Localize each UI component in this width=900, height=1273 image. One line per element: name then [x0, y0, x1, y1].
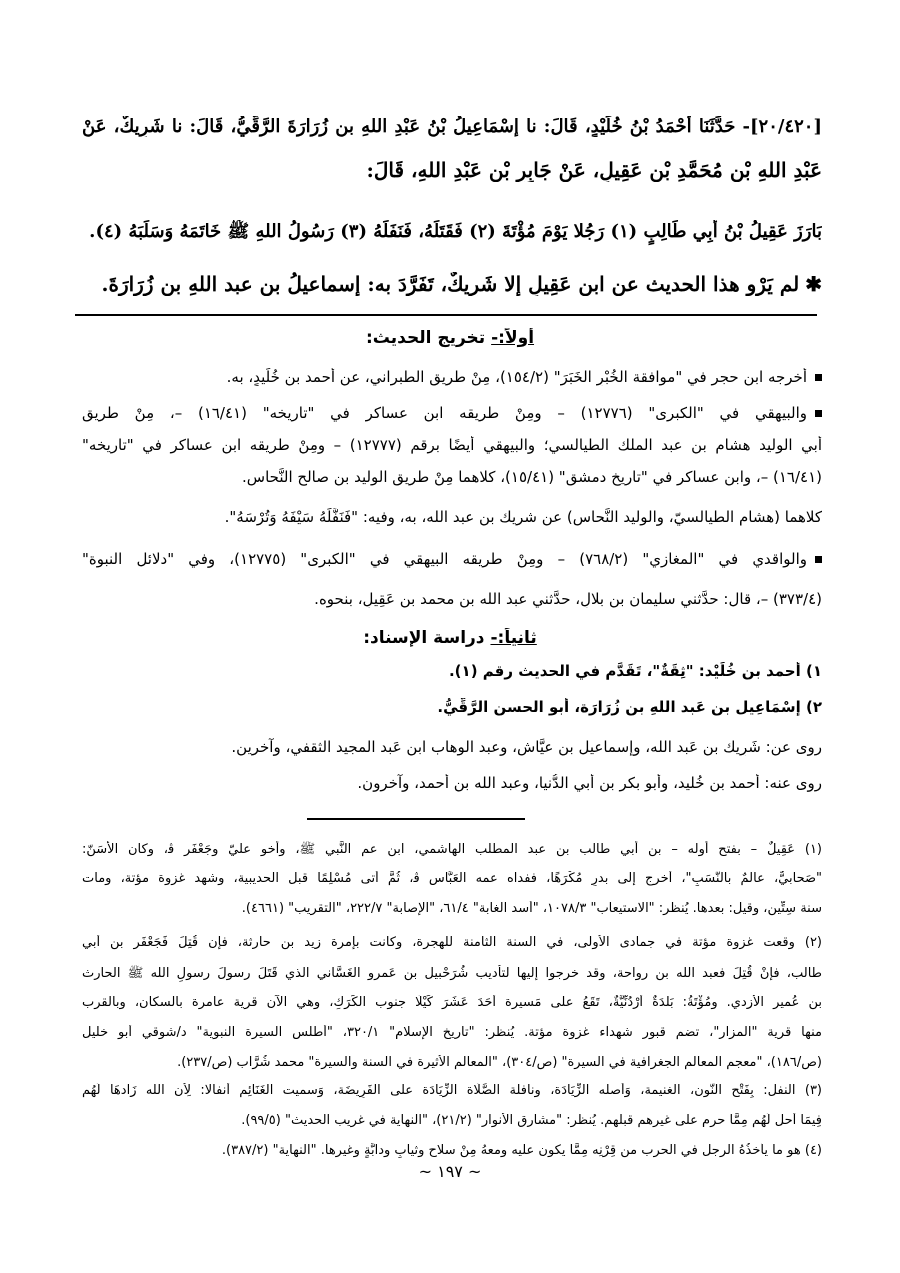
takhrij-line-1: [82, 368, 822, 386]
footnote-line: (٢) وقعت غزوة مؤتة في جمادى الأُولى، في السنة الثامنة للهجرة، وكانت بإمرة زيد بن حارثة، فإن قُتِلَ فَجَعْفَر بن أبي: [82, 935, 822, 950]
isnad-narrated-by: روى عنه: أحمد بن خُليد، وأبو بكر بن أبي الدُّنيا، وعبد الله بن أحمد، وآخرون.: [357, 774, 822, 792]
takhrij-line-2-text: والبيهقي في "الكبرى" (١٢٧٧٦) – ومِنْ طريقه ابن عساكر في "تاريخه" (١٦/٤١) –، مِنْ طريق: [82, 404, 807, 422]
takhrij-line-4: (١٦/٤١) –، وابن عساكر في "تاريخ دمشق" (١٥/٤١)، كلاهما مِنْ طريق الوليد بن صالح النَّحاس.: [242, 468, 822, 486]
isnad-narrator-2: ٢) إِسْمَاعِيل بن عَبد اللهِ بن زُرَارَة، أبو الحسن الرَّقِّيُّ.: [437, 698, 822, 716]
takhrij-line-1-text: أخرجه ابن حجر في "موافقة الخُبْرِ الخَبَرَ" (١٥٤/٢)، مِنْ طريق الطبراني، عن أحمد بن خُلَيدٍ، به.: [226, 368, 807, 386]
hadith-line-3: بَارَزَ عَقِيلُ بْنُ أَبِي طَالِبٍ (١) رَجُلا يَوْمَ مُؤْتَةَ (٢) فَقَتَلَهُ، فَنَفَلَهُ (٣) رَسُولُ اللهِ ﷺ خَاتَمَهُ وَسَلَبَهُ (٤).: [89, 221, 822, 242]
footnote-line: (٣) النفل: بِفَتْح النُّون، الغنيمة، وَأَصله الزِّيَادَة، ونافلة الصَّلَاة الزِّيَادَة على الْفَرِيضَة، وَسميت الْغَنَائِم أنفالا: لِأَن الله زَادهَا لَهُم: [82, 1083, 822, 1098]
hadith-line-2: عَبْدِ اللهِ بْنِ مُحَمَّدِ بْنِ عَقِيلٍ، عَنْ جَابِرِ بْنِ عَبْدِ اللهِ، قَالَ:: [366, 158, 822, 182]
footnote-line: (١) عَقِيلٌ – بفتح أوله – بن أبي طالب بن عبد المطلب الهاشمي، ابن عم النَّبي ﷺ، وأخو عليّ وجَعْفَر ﭬ، وكان الأسَنّ:: [82, 842, 822, 857]
takhrij-line-6: [82, 550, 822, 568]
asterisk-icon: ✱: [805, 272, 822, 296]
bullet-icon: [815, 556, 822, 563]
takhrij-line-5: كلاهما (هشام الطيالسيّ، والوليد النَّحاس) عن شريك بن عبد الله، به، وفيه: "فَنَفَّلَهُ سَيْفَهُ وَتُرْسَهُ".: [224, 508, 822, 526]
hadith-line-1: [٢٠/٤٢٠]- حَدَّثَنَا أَحْمَدُ بْنُ خُلَيْدٍ، قَالَ: نا إِسْمَاعِيلُ بْنُ عَبْدِ اللهِ بن زُرَارَةَ الرَّقِّيُّ، قَالَ: نا شَرِيكٌ، عَنْ: [82, 116, 822, 137]
footnote-line: (٤) هو ما يأخذُهُ الرجل في الحرب من قِرْنِه مِمَّا يكون عليه ومعهُ مِنْ سلاحٍ وثيابٍ ودابَّةٍ وغيرها. "النهاية" (٣٨٧/٢).: [221, 1143, 822, 1158]
hadith-note-text: لم يَرْوِ هذا الحديث عن ابن عَقِيلٍ إلا شَرِيكٌ، تَفَرَّدَ به: إسماعيلُ بن عبد اللهِ بن زُرَارَةَ.: [101, 272, 800, 296]
takhrij-heading-title: تخريج الحديث:: [365, 328, 486, 348]
footnote-line: فِيمَا أحل لَهُم مِمَّا حرم على غيرهم قبلهم. يُنظر: "مشارق الأنوار" (٢١/٢)، "النهاية في غريب الحديث" (٩٩/٥).: [241, 1113, 822, 1128]
page-number: ~ ١٩٧ ~: [418, 1162, 482, 1181]
footnote-line: (ص/١٨٦)، "معجم المعالم الجغرافية في السيرة" (ص/٣٠٤)، "المعالم الأثيرة في السنة والسيرة" محمد شُرَّاب (ص/٢٣٧).: [177, 1055, 822, 1070]
isnad-narrator-1: ١) أحمد بن خُلَيْد: "ثِقَةٌ"، تَقَدَّم في الحديث رقم (١).: [448, 662, 822, 680]
hadith-note: [82, 272, 822, 296]
takhrij-heading-lead: أولاً:-: [491, 328, 535, 348]
bullet-icon: [815, 410, 822, 417]
bullet-icon: [815, 374, 822, 381]
isnad-heading-title: دراسة الإسناد:: [363, 628, 485, 648]
section-divider: [75, 314, 817, 316]
takhrij-line-3: أبي الوليد هشام بن عبد الملك الطيالسي؛ والبيهقي أيضًا برقم (١٢٧٧٧) – ومِنْ طريقه ابن عساكر في "تاريخه": [82, 436, 822, 454]
isnad-narrated-from: روى عن: شَرِيك بن عَبد الله، وإسماعيل بن عيَّاش، وعبد الوهاب ابن عَبد المجيد الثقفي، وآخرين.: [231, 738, 822, 756]
footnote-line: بن عُمير الأزدي. ومُؤْتَةُ: بَلْدَةٌ أُرْدُنِّيَّةٌ، تَقَعُ على مَسيرة أحَدَ عَشَرَ كَيْلًا جنوب الكَرَكِ، وهي الآن قرية عامرة بالسكان، وبالقرب: [82, 995, 822, 1010]
footnote-divider: [307, 818, 525, 820]
isnad-heading: [0, 628, 900, 648]
takhrij-heading: [0, 328, 900, 348]
takhrij-line-7: (٣٧٣/٤) –، قال: حدَّثني سليمان بن بلالٍ، حدَّثني عبد الله بن محمد بن عَقِيلٍ، بنحوه.: [314, 590, 822, 608]
takhrij-line-2: [82, 404, 822, 422]
footnote-line: منها قرية "المزار"، تضم قبور شهداء غزوة مؤتة. يُنظر: "تاريخ الإسلام" ٣٢٠/١، "أطلس السيرة النبوية" د/شوقي أبو خليل: [82, 1025, 822, 1040]
takhrij-line-6-text: والواقدي في "المغازي" (٧٦٨/٢) – ومِنْ طريقه البيهقي في "الكبرى" (١٢٧٧٥)، وفي "دلائل النبوة": [82, 550, 807, 568]
footnote-line: طالب، فإنْ قُتِلَ فعبد الله بن رواحة، وقد خرجوا إليها لتأديب شُرَحْبيل بن عَمرو الغَسَّاني الذي قَتَلَ رسولَ رسولِ الله ﷺ الحارث: [82, 966, 822, 981]
footnote-line: سنة سِتِّين، وقيل: بعدها. يُنظر: "الاستيعاب" ١٠٧٨/٣، "أسد الغابة" ٦١/٤، "الإصابة" ٢٢٢/٧، "التقريب" (٤٦٦١).: [241, 901, 822, 916]
isnad-heading-lead: ثانياً:-: [490, 628, 537, 648]
footnote-line: "صَحابيٌّ، عالمٌ بالنَّسَبِ"، أُخرج إلى بدرٍ مُكْرَهًا، ففداه عمه العَبَّاس ﭬ، ثُمَّ أتى مُسْلِمًا قبل الحديبية، وشهد غزوة مؤتة، ومات: [82, 871, 822, 886]
